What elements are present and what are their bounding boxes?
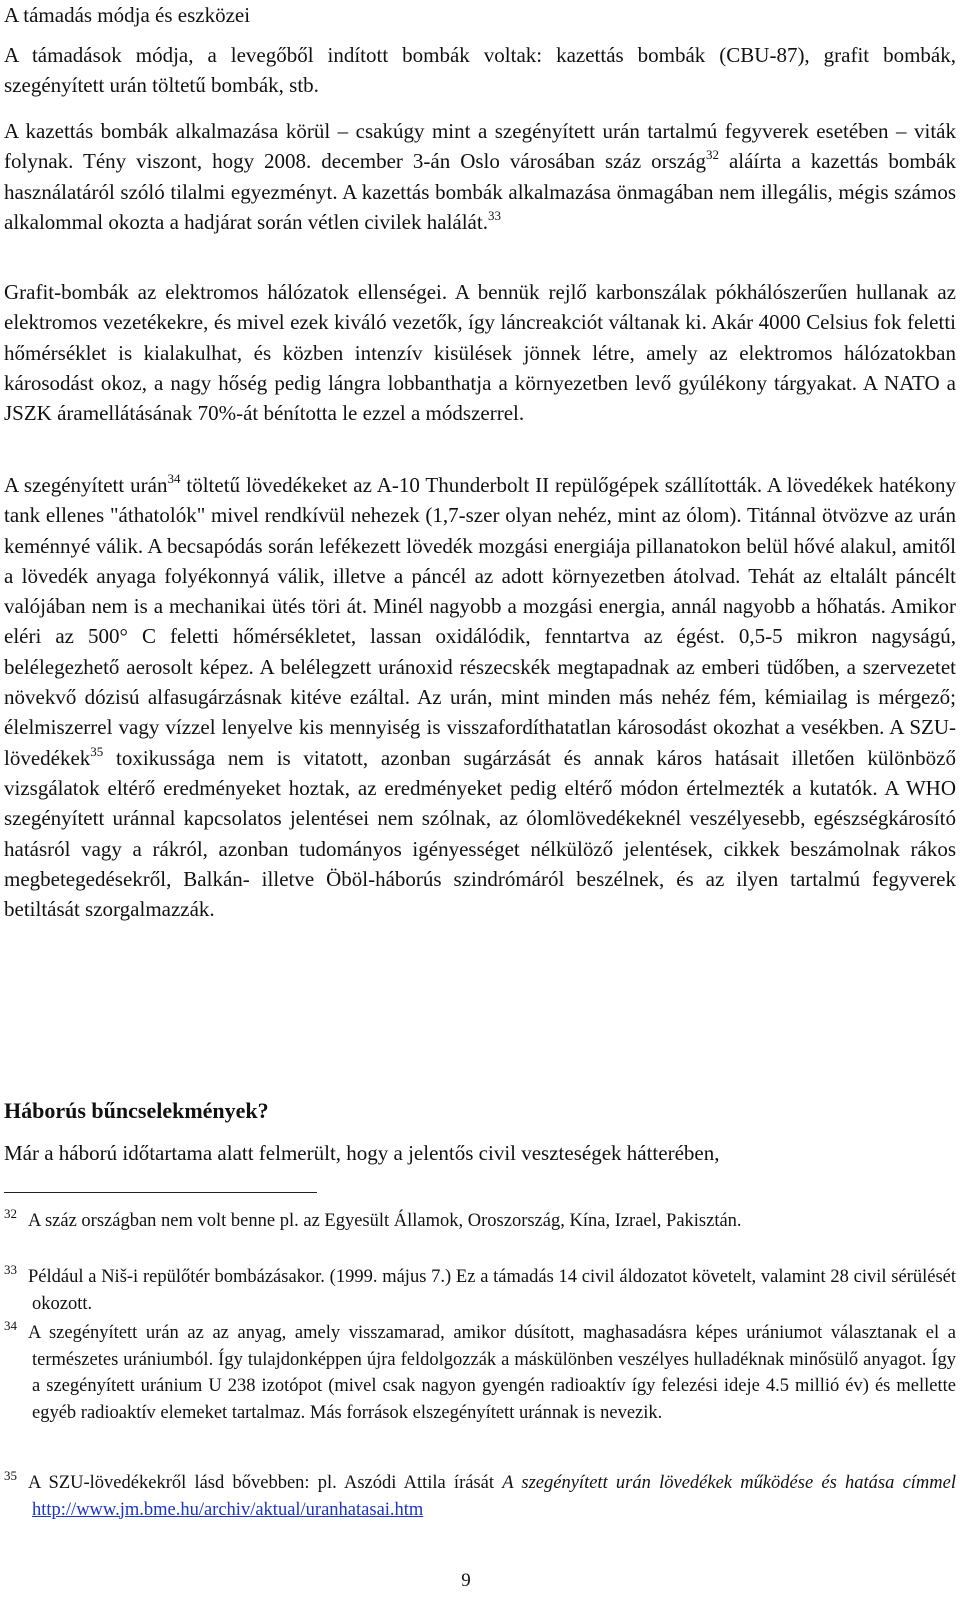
subheading: Háborús bűncselekmények? (4, 1098, 269, 1123)
footnote-32: 32 A száz országban nem volt benne pl. az Egyesült Államok, Oroszország, Kína, Izrael, Pakisztán. (4, 1206, 742, 1231)
footnote-ref-34[interactable]: 34 (167, 471, 181, 486)
footnote-text: A száz országban nem volt benne pl. az Egyesült Államok, Oroszország, Kína, Izrael, Pakisztán. (28, 1211, 742, 1231)
footnote-text: Például a Niš-i repülőtér bombázásakor. (1999. május 7.) Ez a támadás 14 civil áldozatot követelt, valamint 28 civil sérülését okozott. (28, 1267, 956, 1314)
paragraph-text: toxikussága nem is vitatott, azonban sugárzását és annak káros hatásait illetően különböző vizsgálatok eltérő eredményeket hoztak, az eredményeket pedig eltérő módon értelmezték a kutatók. A WHO szegényített uránnal kapcsolatos jelentései nem szólnak, az ólomlövedékeknél veszélyesebb, egészségkárosító hatásról vagy a rákról, azonban tudományos igényességet nélkülöző jelentések, cikkek beszámolnak rákos megbetegedésekről, Balkán- illetve Öböl-háborús szindrómáról beszélnek, és az ilyen tartalmú fegyverek betiltását szorgalmazzák. (4, 745, 956, 922)
paragraph-attack-method: A támadások módja, a levegőből indított bombák voltak: kazettás bombák (CBU-87), grafit bombák, szegényített urán töltetű bombák, stb. (4, 43, 956, 98)
paragraph-graphite-bombs: Grafit-bombák az elektromos hálózatok ellenségei. A bennük rejlő karbonszálak pókhálószerűen hullanak az elektromos vezetékekre, és mivel ezek kiváló vezetők, így láncreakciót váltanak ki. Akár 4000 Celsius fok feletti hőmérséklet is kialakulhat, és közben intenzív kisülések jönnek létre, amely az elektromos hálózatokban károsodást okoz, a nagy hőség pedig lángra lobbanthatja a környezetben levő gyúlékony tárgyakat. A NATO a JSZK áramellátásának 70%-át bénította le ezzel a módszerrel. (4, 280, 956, 426)
paragraph-text: A kazettás bombák alkalmazása körül – csakúgy mint a szegényített urán tartalmú fegyverek esetében – viták folynak. Tény viszont, hogy 2008. december 3-án Oslo városában száz ország (4, 119, 956, 174)
section-title: A támadás módja és eszközei (4, 3, 251, 27)
paragraph-text: töltetű lövedékeket az A-10 Thunderbolt II repülőgépek szállították. A lövedékek hatékony tank ellenes "áthatolók" mivel rendkívül nehezek (1,7-szer olyan nehéz, mint az ólom). Titánnal ötvözve az urán keménnyé válik. A becsapódás során lefékezett lövedék mozgási energiája pillanatokon belül hővé alakul, amitől a lövedék anyaga folyékonnyá válik, illetve a páncél az adott környezetben átolvad. Tehát az eltalált páncélt valójában nem is a mechanikai ütés töri át. Minél nagyobb a mozgási energia, annál nagyobb a hőhatás. Amikor eléri az 500° C feletti hőmérsékletet, lassan oxidálódik, fenntartva az égést. 0,5-5 mikron nagyságú, belélegezhető aerosolt képez. A belélegzett uránoxid részecskék megtapadnak az emberi tüdőben, a szervezetet növekvő dózisú alfasugárzásnak kitéve ezáltal. Az urán, mint minden más nehéz fém, kémiailag is mérgező; élelmiszerrel vagy vízzel lenyelve kis mennyiség is visszafordíthatatlan károsodást okozhat a vesékben. A SZU-lövedékek (4, 473, 956, 770)
page-number: 9 (461, 1570, 471, 1591)
paragraph-war-crimes: Már a háború időtartama alatt felmerült, hogy a jelentős civil veszteségek hátterében, (4, 1141, 720, 1165)
footnote-ref-33[interactable]: 33 (487, 207, 501, 223)
footnote-link[interactable]: http://www.jm.bme.hu/archiv/aktual/uranhatasai.htm (32, 1499, 424, 1520)
footnote-italic-title: A szegényített urán lövedékek működése és hatása címmel (502, 1473, 956, 1493)
footnote-35: 35 A SZU-lövedékekről lásd bővebben: pl. Aszódi Attila írását A szegényített urán lövedékek működése és hatása címmel http://www.jm.bme.hu/archiv/aktual/uranhatasai.htm (4, 1468, 956, 1520)
footnote-34: 34 A szegényített urán az az anyag, amely visszamarad, amikor dúsított, maghasadásra képes urániumot választanak el a természetes urániumból. Így tulajdonképpen újra feldolgozzák a máskülönben veszélyes hulladéknak minősülő anyagot. Így a szegényített uránium U 238 izotópot (mivel csak nagyon gyengén radioaktív így felezési ideje 4.5 millió év) és mellette egyéb radioaktív elemeket tartalmaz. Más források elszegényített uránnak is nevezik. (4, 1318, 956, 1423)
footnote-text: A szegényített urán az az anyag, amely visszamarad, amikor dúsított, maghasadásra képes urániumot választanak el a természetes urániumból. Így tulajdonképpen újra feldolgozzák a máskülönben veszélyes hulladéknak minősülő anyagot. Így a szegényített uránium U 238 izotópot (mivel csak nagyon gyengén radioaktív így felezési ideje 4.5 millió év) és mellette egyéb radioaktív elemeket tartalmaz. Más források elszegényített uránnak is nevezik. (28, 1323, 956, 1423)
paragraph-cluster-bombs (4, 116, 956, 237)
paragraph-text: A szegényített urán (4, 473, 168, 497)
paragraph-text: aláírta a kazettás bombák használatáról szóló tilalmi egyezményt. A kazettás bombák alkalmazása önmagában nem illegális, mégis számos alkalommal okozta a hadjárat során vétlen civilek halálát. (4, 149, 956, 234)
paragraph-depleted-uranium (4, 470, 956, 924)
footnote-ref-35[interactable]: 35 (90, 743, 104, 759)
footnote-ref-32[interactable]: 32 (705, 147, 719, 163)
footnote-33: 33 Például a Niš-i repülőtér bombázásakor. (1999. május 7.) Ez a támadás 14 civil áldozatot követelt, valamint 28 civil sérülését okozott. (4, 1262, 956, 1314)
footnote-text: A SZU-lövedékekről lásd bővebben: pl. Aszódi Attila írását (28, 1473, 503, 1493)
footnote-divider (4, 1192, 317, 1193)
